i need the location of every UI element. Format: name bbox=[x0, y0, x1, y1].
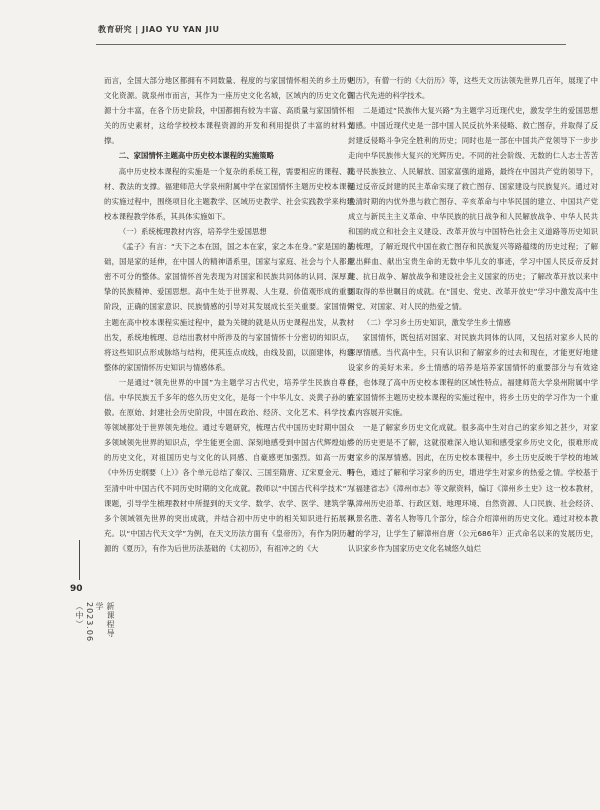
paragraph: 而言，全国大部分地区都拥有不同数量、程度的与家国情怀相关的乡土历史文化资源。就泉州市而言，其作为一座历史文化名城，区域内的历史文化资源十分丰富，在各个历史阶段，中国都拥有较为丰富、高质量与家国情怀相关的历史素材，这给学校校本课程资源的开发和利用提供了丰富的材料支撑。 bbox=[104, 76, 354, 146]
paragraph: 家国情怀，既包括对国家、对民族共同体的认同，又包括对家乡人民的深厚情感。当代高中生，只有认识和了解家乡的过去和现在，才能更好地建设家乡的美好未来。乡土情感的培养是培养家国情怀的重要部分与有效途径，也体现了高中历史校本课程的区域性特点。福建师范大学泉州附属中学在家国情怀主题历史校本课程的实施过程中，将乡土历史的学习作为一个重点内容展开实施。 bbox=[348, 332, 598, 418]
side-rule bbox=[79, 540, 80, 580]
subsection-heading: （一）系统梳理教材内容，培养学生爱国思想 bbox=[118, 226, 267, 236]
section-heading: 二、家国情怀主题高中历史校本课程的实施策略 bbox=[118, 151, 275, 161]
right-column bbox=[348, 73, 598, 556]
page-number: 90 bbox=[70, 584, 83, 594]
left-column bbox=[104, 73, 354, 556]
paragraph: 高中历史校本课程的实施是一个复杂的系统工程，需要相应的课程、教材、教法的支撑。福建师范大学泉州附属中学在家国情怀主题历史校本课程的实施过程中，围绕项目化主题教学、区域历史教学、社会实践教学来构建校本课程教学体系，其具体实施如下。 bbox=[104, 166, 354, 221]
paragraph: 二是通过“民族伟大复兴路”为主题学习近现代史，激发学生的爱国思想情感。中国近现代史是一部中国人民反抗外来侵略、救亡图存，并取得了反封建反侵略斗争完全胜利的历史；同时也是一部在中国共产党领导下一步步走向中华民族伟大复兴的光辉历史。不同的社会阶级、无数的仁人志士苦苦追寻民族独立、人民解放、国家富强的道路，最终在中国共产党的领导下，通过反帝反封建的民主革命实现了救亡图存、国家建设与民族复兴。通过对晚清时期的内忧外患与救亡图存、辛亥革命与中华民国的建立、中国共产党成立与新民主主义革命、中华民族的抗日战争和人民解放战争、中华人民共和国的成立和社会主义建设、改革开放与中国特色社会主义道路等历史知识的梳理，了解近现代中国在救亡图存和民族复兴等路蕴缕的历史过程；了解献出鲜血、献出宝贵生命的无数中华儿女的事迹，学习中国人民反帝反封建、抗日战争、解放战争和建设社会主义国家的历史；了解改革开放以来中国取得的举世瞩目的成就。在“国史、党史、改革开放史”学习中激发高中生对党、对国家、对人民的热爱之情。 bbox=[348, 106, 598, 312]
paragraph: 《孟子》有言：“天下之本在国，国之本在家，家之本在身。”家是国的基础，国是家的延伸，在中国人的精神谱系里，国家与家庭、社会与个人都是密不可分的整体。家国情怀首先表现为对国家和民族共同体的认同、深厚真挚的民族精神、爱国思想。高中生处于世界观、人生观、价值观形成的重要阶段，正确的国家意识、民族情感的引导对其发展成长至关重要。家国情怀主题在高中校本课程实施过程中，最为关键的就是从历史课程出发，从教材出发，系统地梳理、总结出教材中所涉及的与家国情怀十分密切的知识点，将这些知识点形成脉络与结构，使其连点成线，由线及面，以面建体，构建整体的家国情怀历史知识与情感体系。 bbox=[104, 242, 354, 372]
paragraph: 一是了解家乡历史文化成就。很多高中生对自己的家乡知之甚少，对家乡的历史更是不了解，这就很难深入地认知和感受家乡历史文化，很难形成对家乡的深厚情感。因此，在历史校本课程中，乡土历史反映于学校的地域特色，通过了解和学习家乡的历史，增进学生对家乡的热爱之情。学校基于《福建省志》《漳州市志》等文献资料，编订《漳州乡土史》这一校本教材，从漳州历史沿革、行政区划、地理环境、自然资源、人口民族、社会经济、风景名胜、著名人物等几个部分，综合介绍漳州的历史文化。通过对校本教材的学习，让学生了解漳州自唐（公元686年）正式命名以来的发展历史，认识家乡作为国家历史文化名城悠久灿烂 bbox=[348, 423, 598, 553]
paragraph: 明历》，有僧一行的《大衍历》等，这些天文历法领先世界几百年，展现了中国古代先进的科学技术。 bbox=[348, 76, 598, 101]
journal-header: 教育研究 | JIAO YU YAN JIU bbox=[98, 25, 220, 34]
header-rule bbox=[96, 44, 566, 45]
journal-issue: 新课程导学 2023.06（中） bbox=[75, 602, 115, 643]
paragraph: 一是通过“领先世界的中国”为主题学习古代史，培养学生民族自尊自信。中华民族五千多年的悠久历史文化，是每一个中华儿女、炎黄子孙的骄傲。在原始、封建社会历史阶段，中国在政治、经济、文化艺术、科学技术等领域都处于世界领先地位。通过专题研究，梳理古代中国历史时期中国众多领域领先世界的知识点，学生能更全面、深刻地感受到中国古代辉煌灿烂的历史文化，对祖国历史与文化的认同感、自豪感更加强烈。如高一历史《中外历史纲要（上）》各个单元总结了秦汉、三国至隋唐、辽宋夏金元、明至清中叶中国古代不同历史时期的文化成就。教师以“中国古代科学技术”为课题，引导学生梳理教材中所提到的天文学、数学、农学、医学、建筑学等多个领域领先世界的突出成就，并结合初中历史中的相关知识进行拓展补充。以“中国古代天文学”为例，在天文历法方面有《皇帝历》，有作为阴历起源的《夏历》，有作为后世历法基础的《太初历》，有祖冲之的《大 bbox=[104, 377, 354, 553]
subsection-heading: （二）学习乡土历史知识，激发学生乡土情感 bbox=[362, 317, 511, 327]
